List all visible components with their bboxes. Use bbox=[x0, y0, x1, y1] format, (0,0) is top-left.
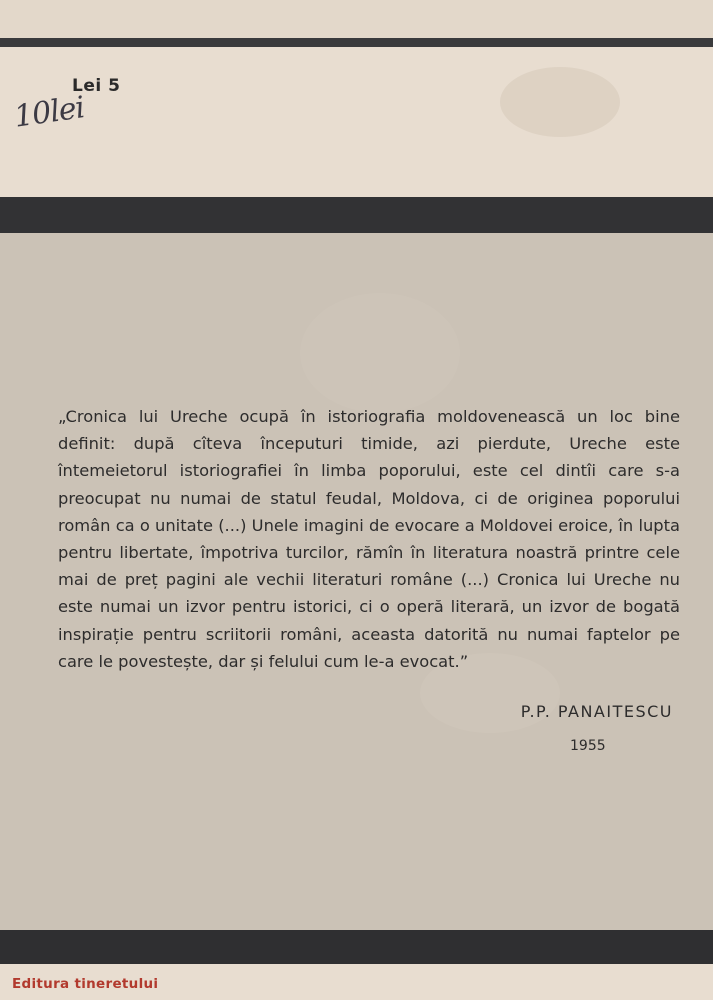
top-rule bbox=[0, 38, 713, 47]
handwritten-price-note: 10lei bbox=[12, 90, 87, 135]
paper-stain bbox=[300, 293, 460, 413]
bottom-thick-rule bbox=[0, 930, 713, 964]
price-panel bbox=[0, 47, 713, 197]
upper-thick-rule bbox=[0, 197, 713, 233]
paper-stain bbox=[500, 67, 620, 137]
top-margin bbox=[0, 0, 713, 38]
quote-author: P.P. PANAITESCU bbox=[520, 702, 673, 721]
quote-text: „Cronica lui Ureche ocupă în istoriografia moldovenească un loc bine definit: după cîteva începuturi timide, azi pierdute, Ureche este întemeietorul istoriografiei în limba poporului, este cel dintîi care s-a preocupat nu numai de statul feudal, Moldova, ci de originea poporului român ca o unitate (...) Unele imagini de evocare a Moldovei eroice, în lupta pentru libertate, împotriva turcilor, rămîn în literatura noastră printre cele mai de preț pagini ale vechii literaturi române (...) Cronica lui Ureche nu este numai un izvor pentru istorici, ci o operă literară, un izvor de bogată inspirație pentru scriitorii români, aceasta datorită nu numai faptelor pe care le povestește, dar și felului cum le-a evocat.” bbox=[58, 407, 680, 671]
quote-year: 1955 bbox=[570, 738, 606, 754]
price-label: Lei 5 bbox=[72, 76, 121, 96]
publisher-name: Editura tineretului bbox=[12, 976, 159, 992]
